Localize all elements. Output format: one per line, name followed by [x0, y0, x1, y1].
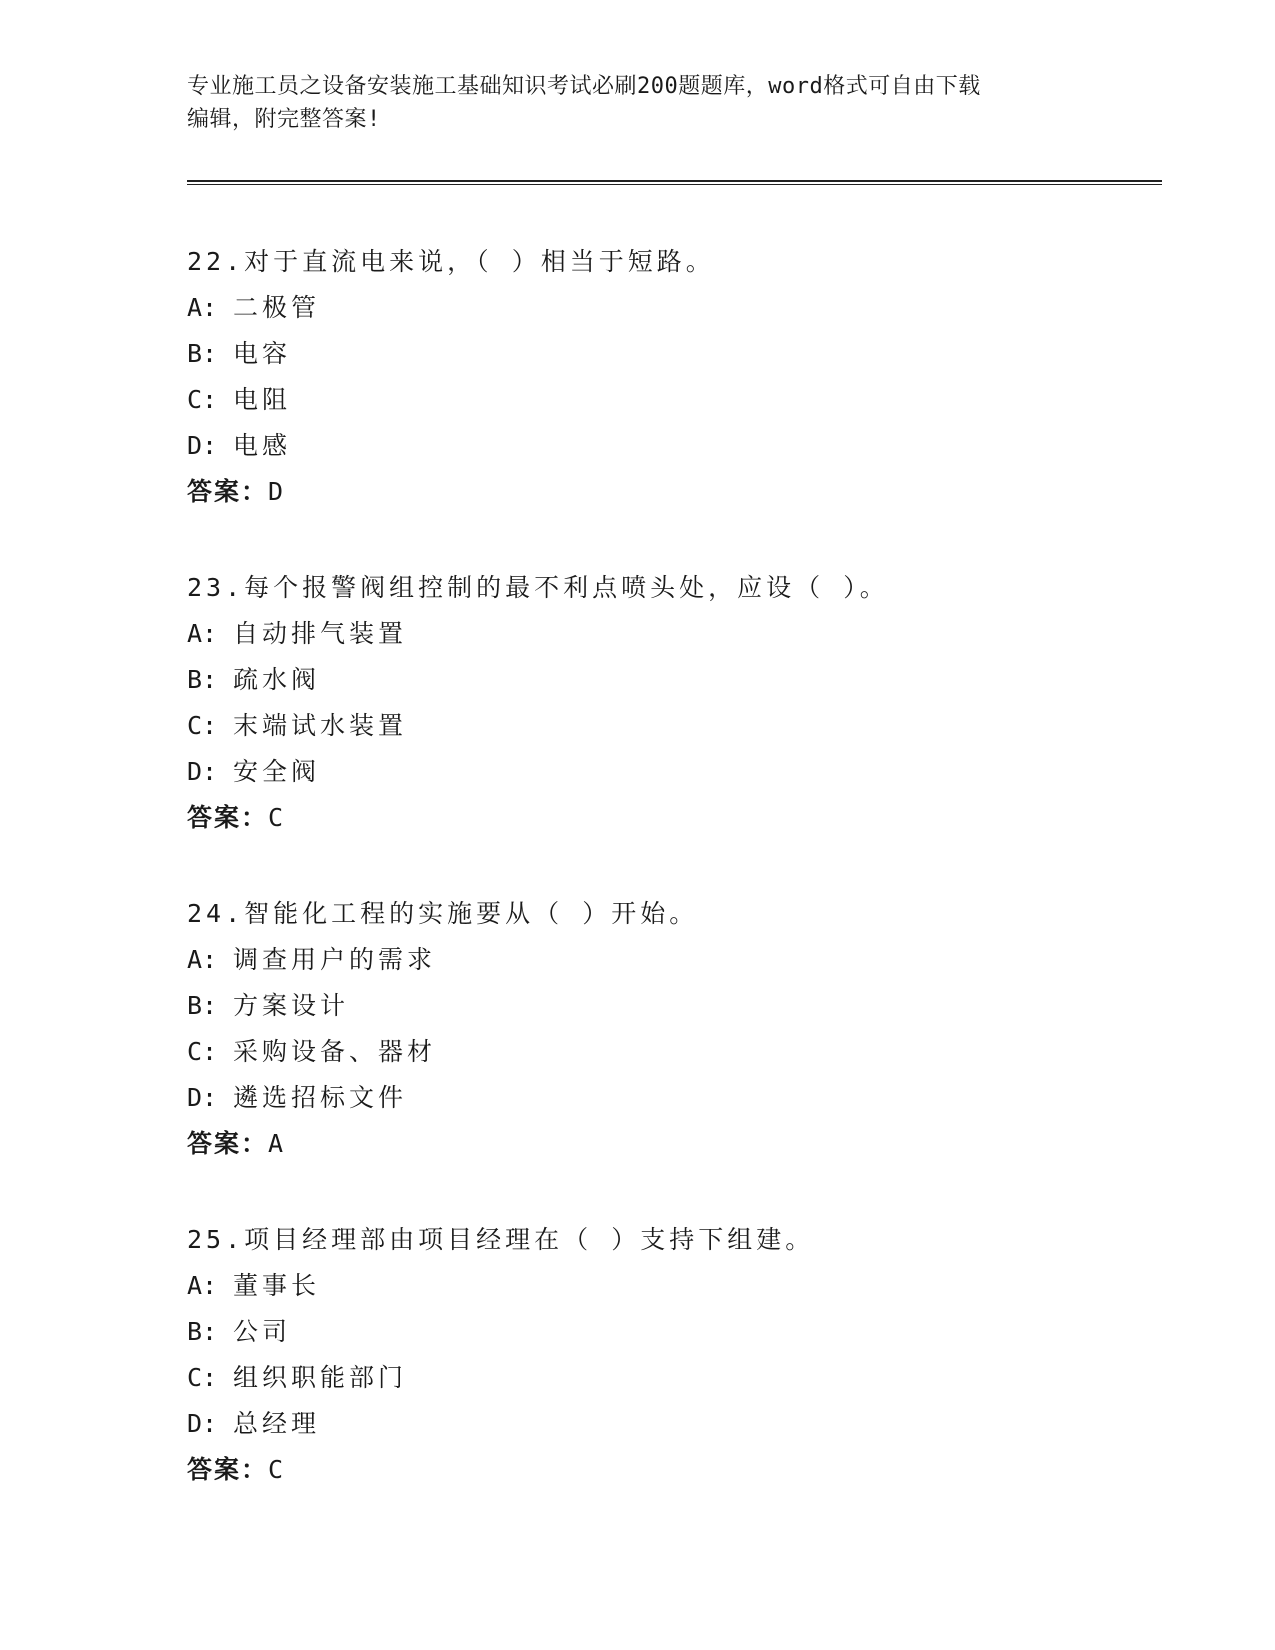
option-text: 安全阀: [233, 757, 321, 786]
option-letter: A:: [187, 945, 218, 974]
option-c: [187, 1355, 1162, 1401]
header-title-line-2: 编辑，附完整答案!: [187, 107, 381, 132]
question-stem: 25.项目经理部由项目经理在（ ）支持下组建。: [187, 1225, 815, 1254]
question-stem: 23.每个报警阀组控制的最不利点喷头处，应设（ ）。: [187, 573, 889, 602]
option-d: [187, 1401, 1162, 1447]
option-text: 董事长: [233, 1271, 321, 1300]
option-text: 末端试水装置: [233, 711, 408, 740]
option-a: [187, 285, 1162, 331]
option-d: [187, 1075, 1162, 1121]
option-text: 公司: [233, 1317, 292, 1346]
option-c: [187, 703, 1162, 749]
option-text: 采购设备、器材: [233, 1037, 437, 1066]
answer-line: [187, 795, 1162, 841]
option-letter: D:: [187, 431, 218, 460]
option-d: [187, 749, 1162, 795]
option-a: [187, 937, 1162, 983]
answer-value: C: [268, 1455, 284, 1484]
question-list: [187, 239, 1162, 1493]
question-24: [187, 891, 1162, 1167]
option-d: [187, 423, 1162, 469]
option-a: [187, 611, 1162, 657]
option-text: 疏水阀: [233, 665, 321, 694]
option-text: 总经理: [233, 1409, 321, 1438]
question-22: [187, 239, 1162, 515]
answer-label: 答案：: [187, 1455, 269, 1484]
document-header: [187, 70, 1087, 136]
option-letter: A:: [187, 1271, 218, 1300]
option-b: [187, 331, 1162, 377]
question-stem: 24.智能化工程的实施要从（ ）开始。: [187, 899, 699, 928]
answer-label: 答案：: [187, 477, 269, 506]
option-letter: B:: [187, 1317, 218, 1346]
option-text: 电感: [233, 431, 292, 460]
option-text: 组织职能部门: [233, 1363, 408, 1392]
option-a: [187, 1263, 1162, 1309]
option-text: 电容: [233, 339, 292, 368]
option-b: [187, 657, 1162, 703]
option-letter: B:: [187, 339, 218, 368]
option-letter: C:: [187, 1037, 218, 1066]
option-letter: D:: [187, 1083, 218, 1112]
option-text: 方案设计: [233, 991, 350, 1020]
question-25: [187, 1217, 1162, 1493]
option-letter: B:: [187, 991, 218, 1020]
option-c: [187, 1029, 1162, 1075]
option-letter: C:: [187, 1363, 218, 1392]
option-letter: C:: [187, 385, 218, 414]
question-23: [187, 565, 1162, 841]
answer-value: C: [268, 803, 284, 832]
option-letter: C:: [187, 711, 218, 740]
document-page: [187, 70, 1162, 1543]
header-divider: [187, 180, 1162, 185]
answer-value: D: [268, 477, 284, 506]
answer-value: A: [268, 1129, 284, 1158]
answer-line: [187, 1447, 1162, 1493]
question-stem: 22.对于直流电来说，（ ）相当于短路。: [187, 247, 715, 276]
answer-line: [187, 469, 1162, 515]
option-letter: A:: [187, 293, 218, 322]
answer-label: 答案：: [187, 803, 269, 832]
option-letter: B:: [187, 665, 218, 694]
answer-line: [187, 1121, 1162, 1167]
option-b: [187, 1309, 1162, 1355]
option-text: 自动排气装置: [233, 619, 408, 648]
option-text: 电阻: [233, 385, 292, 414]
option-b: [187, 983, 1162, 1029]
option-letter: A:: [187, 619, 218, 648]
header-title-line-1: 专业施工员之设备安装施工基础知识考试必刷200题题库，word格式可自由下载: [187, 74, 981, 99]
option-text: 遴选招标文件: [233, 1083, 408, 1112]
option-text: 二极管: [233, 293, 321, 322]
option-letter: D:: [187, 757, 218, 786]
option-c: [187, 377, 1162, 423]
answer-label: 答案：: [187, 1129, 269, 1158]
option-text: 调查用户的需求: [233, 945, 437, 974]
option-letter: D:: [187, 1409, 218, 1438]
